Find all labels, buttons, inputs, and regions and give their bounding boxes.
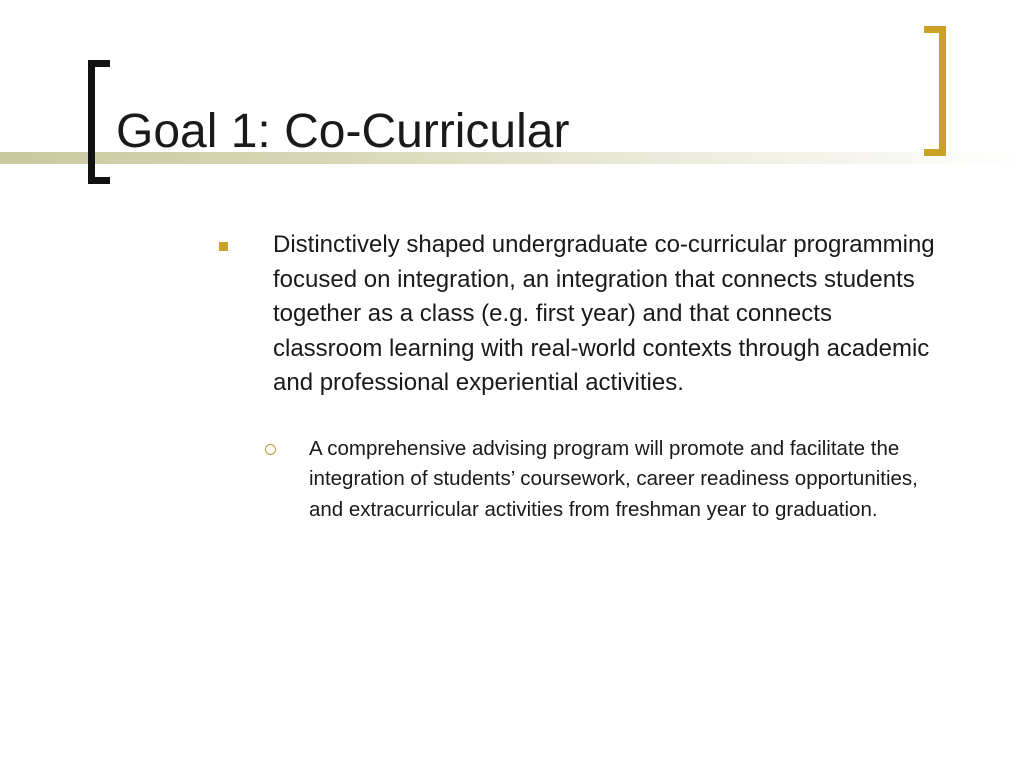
slide-body — [214, 228, 944, 525]
circle-bullet-icon — [265, 444, 276, 455]
square-bullet-icon — [219, 242, 228, 251]
slide-title: Goal 1: Co-Curricular — [116, 105, 570, 158]
bullet-item — [214, 228, 944, 401]
sub-bullet-text: A comprehensive advising program will promote and facilitate the integration of students’ coursework, career readiness opportunities, and extracurricular activities from freshman year to graduation. — [309, 436, 918, 521]
right-bracket-decoration — [924, 26, 946, 156]
bullet-text: Distinctively shaped undergraduate co-curricular programming focused on integration, an integration that connects students together as a class (e.g. first year) and that connects classroom learning with real-world contexts through academic and professional experiential activities. — [273, 231, 935, 396]
sub-bullet-item — [264, 434, 944, 526]
left-bracket-decoration — [88, 60, 110, 184]
